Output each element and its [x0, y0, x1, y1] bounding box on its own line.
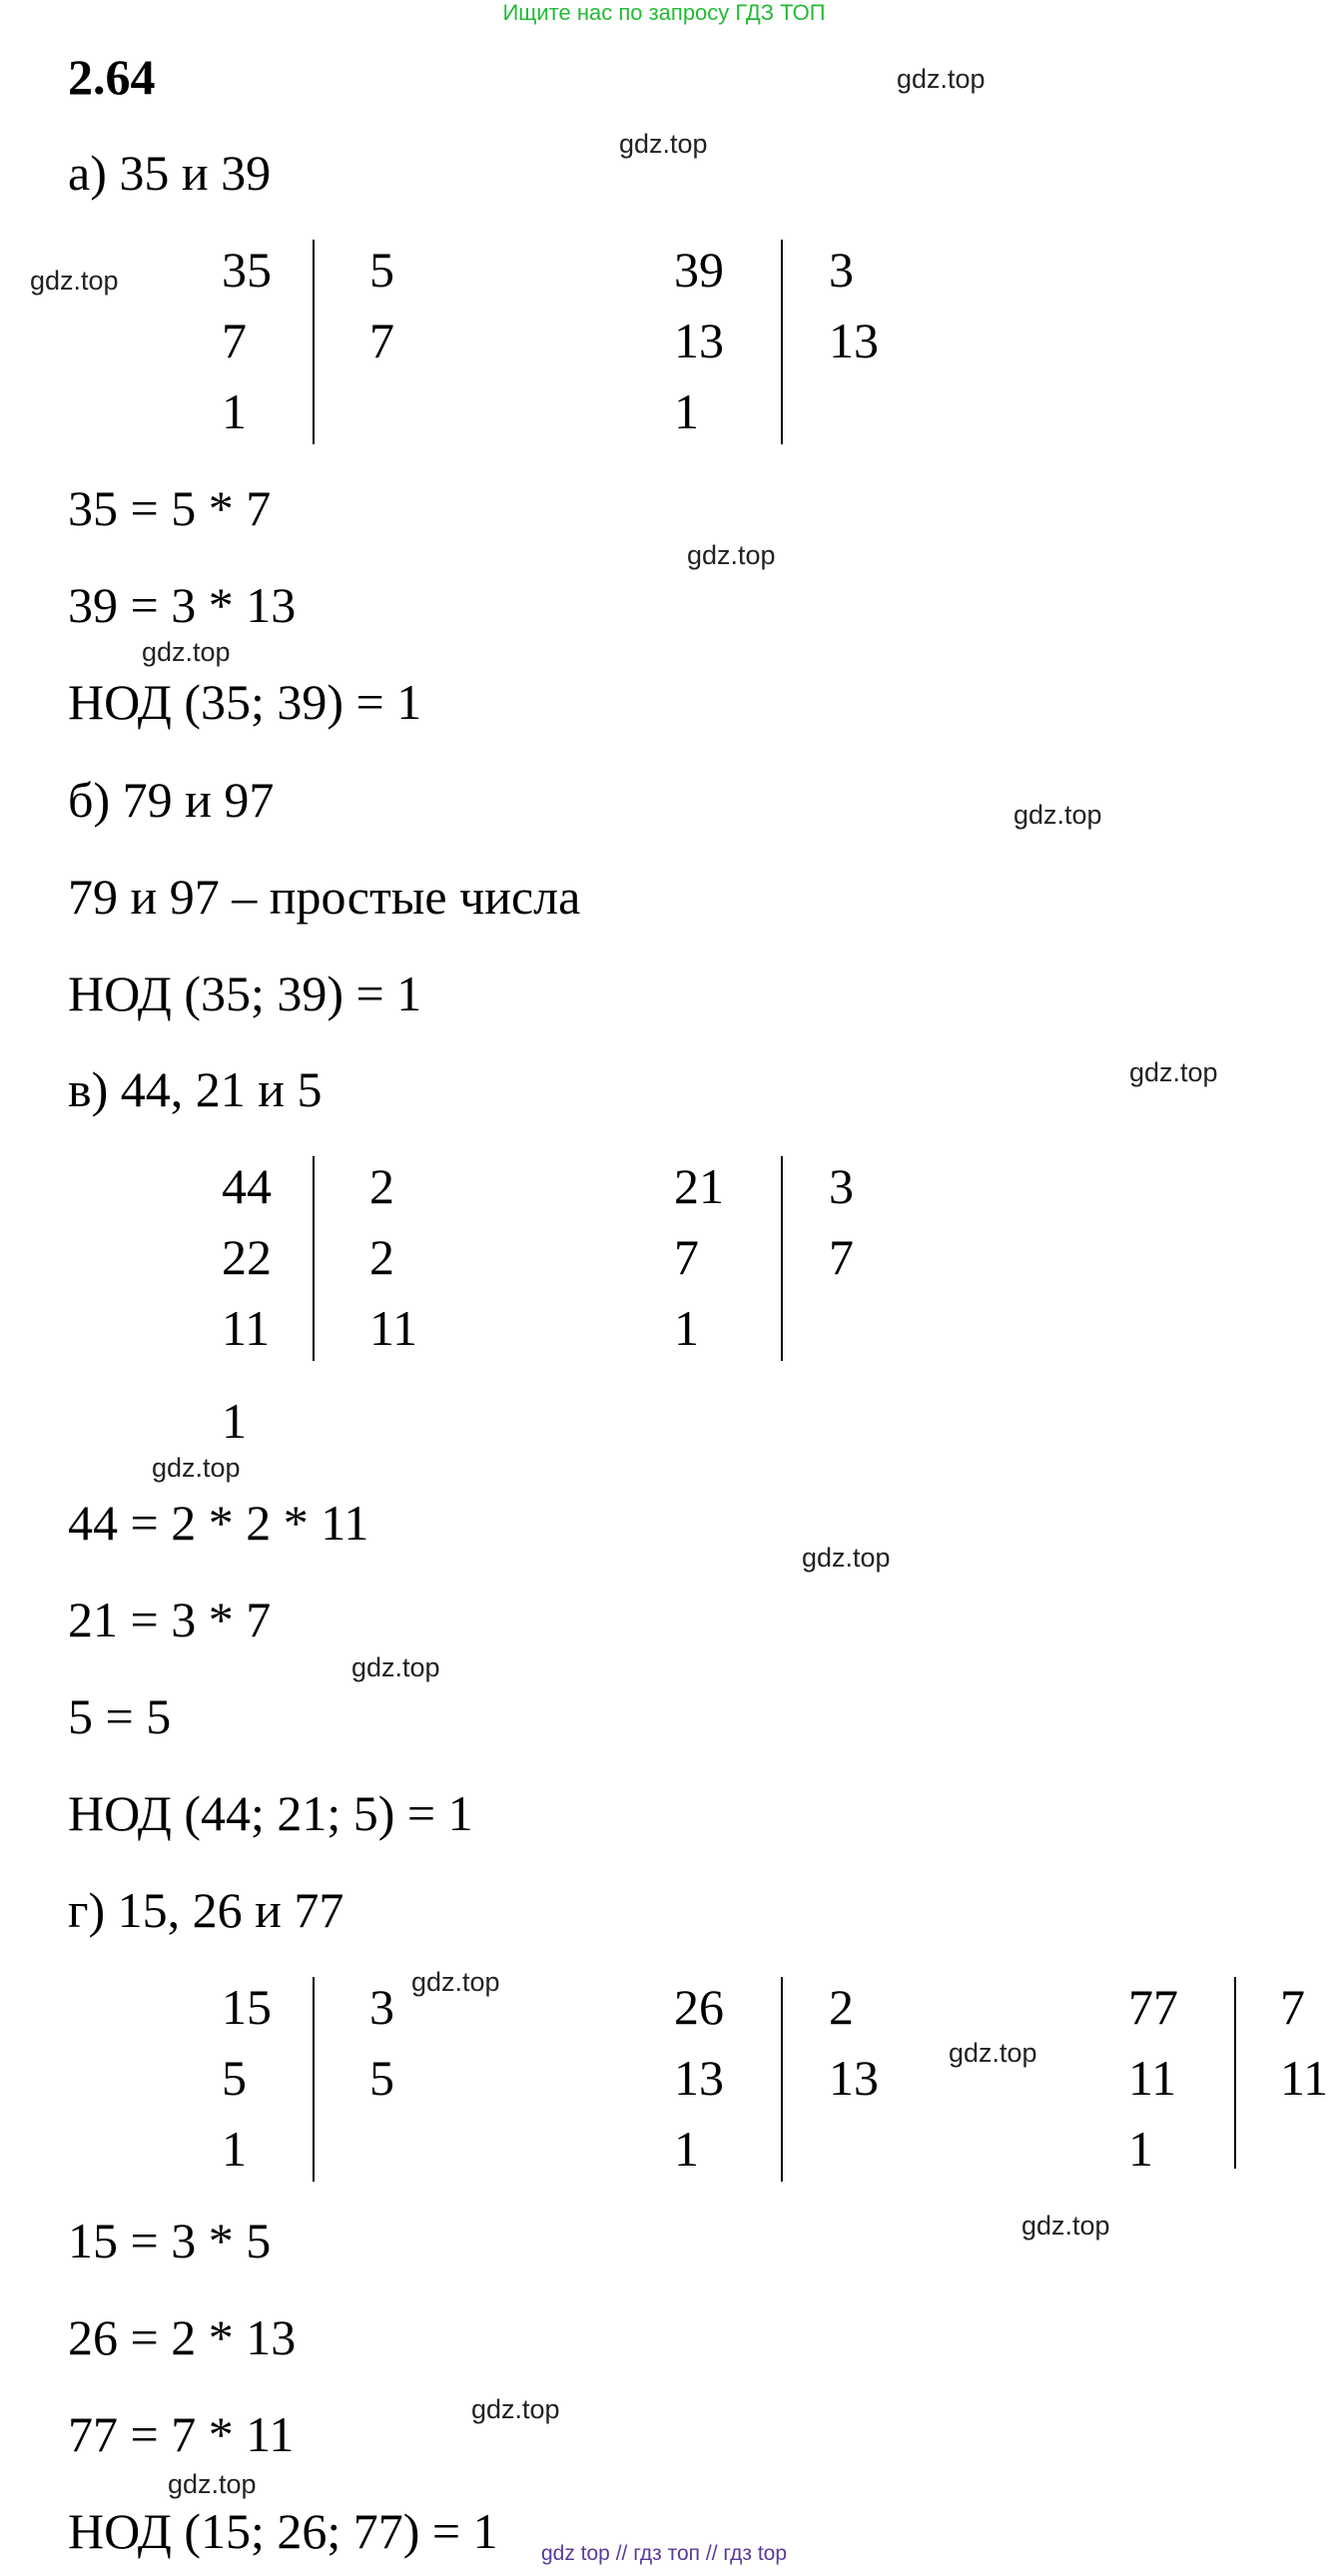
equation-line: 39 = 3 * 13 — [68, 577, 297, 633]
division-cell: 7 — [222, 313, 247, 368]
division-cell: 44 — [222, 1158, 272, 1214]
division-cell: 11 — [222, 1300, 271, 1356]
division-cell: 77 — [1128, 1979, 1178, 2035]
search-banner: Ищите нас по запросу ГДЗ ТОП — [502, 0, 826, 25]
watermark-text: gdz.top — [152, 1453, 241, 1483]
division-cell: 2 — [829, 1979, 854, 2035]
division-bar — [781, 1977, 783, 2182]
division-cell: 13 — [829, 2050, 879, 2106]
part-b-header: б) 79 и 97 — [68, 772, 275, 828]
division-cell: 1 — [1128, 2121, 1153, 2177]
division-cell: 26 — [674, 1979, 724, 2035]
division-cell: 7 — [674, 1229, 699, 1285]
division-cell: 2 — [369, 1229, 394, 1285]
division-bar — [313, 1977, 315, 2182]
division-cell: 5 — [369, 242, 394, 298]
watermark-text: gdz.top — [687, 540, 776, 570]
division-cell: 7 — [829, 1229, 854, 1285]
watermark-text: gdz.top — [411, 1967, 500, 1997]
watermark-text: gdz.top — [1129, 1057, 1218, 1087]
division-cell: 11 — [1280, 2050, 1328, 2106]
footer-links: gdz top // гдз топ // гдз top — [540, 2542, 788, 2565]
division-cell: 1 — [674, 2121, 699, 2177]
watermark-text: gdz.top — [619, 129, 708, 159]
task-number: 2.64 — [68, 49, 156, 105]
division-bar — [1234, 1977, 1236, 2169]
division-cell: 35 — [222, 242, 272, 298]
watermark-text: gdz.top — [351, 1652, 440, 1682]
division-cell: 1 — [674, 1300, 699, 1356]
division-bar — [313, 1156, 315, 1361]
gcd-result: НОД (44; 21; 5) = 1 — [68, 1785, 473, 1841]
equation-line: 26 = 2 * 13 — [68, 2309, 297, 2365]
watermark-text: gdz.top — [949, 2038, 1037, 2068]
division-cell: 5 — [369, 2050, 394, 2106]
division-cell: 11 — [1128, 2050, 1177, 2106]
division-bar — [781, 1156, 783, 1361]
division-cell: 3 — [829, 242, 854, 298]
part-v-header: в) 44, 21 и 5 — [68, 1061, 323, 1117]
equation-line: 21 = 3 * 7 — [68, 1592, 272, 1647]
part-a-header: а) 35 и 39 — [68, 145, 272, 201]
division-cell: 1 — [222, 383, 247, 439]
watermark-text: gdz.top — [471, 2394, 560, 2424]
division-cell: 39 — [674, 242, 724, 298]
watermark-text: gdz.top — [1021, 2211, 1110, 2241]
equation-line: 44 = 2 * 2 * 11 — [68, 1495, 369, 1551]
division-cell: 1 — [222, 2121, 247, 2177]
equation-line: 35 = 5 * 7 — [68, 480, 272, 536]
division-cell: 13 — [674, 2050, 724, 2106]
equation-line: 5 = 5 — [68, 1688, 172, 1744]
part-g-header: г) 15, 26 и 77 — [68, 1882, 344, 1938]
division-cell: 3 — [369, 1979, 394, 2035]
division-bar — [313, 240, 315, 444]
watermark-text: gdz.top — [1013, 800, 1102, 830]
watermark-text: gdz.top — [142, 637, 231, 667]
division-cell: 11 — [369, 1300, 418, 1356]
equation-line: 15 = 3 * 5 — [68, 2213, 272, 2268]
division-cell: 13 — [829, 313, 879, 368]
prime-note: 79 и 97 – простые числа — [68, 869, 581, 925]
gcd-result: НОД (35; 39) = 1 — [68, 966, 422, 1021]
watermark-text: gdz.top — [168, 2469, 257, 2499]
division-cell: 3 — [829, 1158, 854, 1214]
division-cell: 5 — [222, 2050, 247, 2106]
watermark-text: gdz.top — [802, 1543, 891, 1573]
division-cell: 1 — [222, 1393, 247, 1449]
watermark-text: gdz.top — [897, 64, 986, 94]
gcd-result: НОД (15; 26; 77) = 1 — [68, 2503, 498, 2559]
division-cell: 7 — [1280, 1979, 1305, 2035]
watermark-text: gdz.top — [30, 266, 119, 296]
division-cell: 13 — [674, 313, 724, 368]
division-bar — [781, 240, 783, 444]
division-cell: 7 — [369, 313, 394, 368]
division-cell: 2 — [369, 1158, 394, 1214]
division-cell: 15 — [222, 1979, 272, 2035]
equation-line: 77 = 7 * 11 — [68, 2406, 295, 2462]
division-cell: 21 — [674, 1158, 724, 1214]
division-cell: 22 — [222, 1229, 272, 1285]
division-cell: 1 — [674, 383, 699, 439]
gcd-result: НОД (35; 39) = 1 — [68, 674, 422, 730]
